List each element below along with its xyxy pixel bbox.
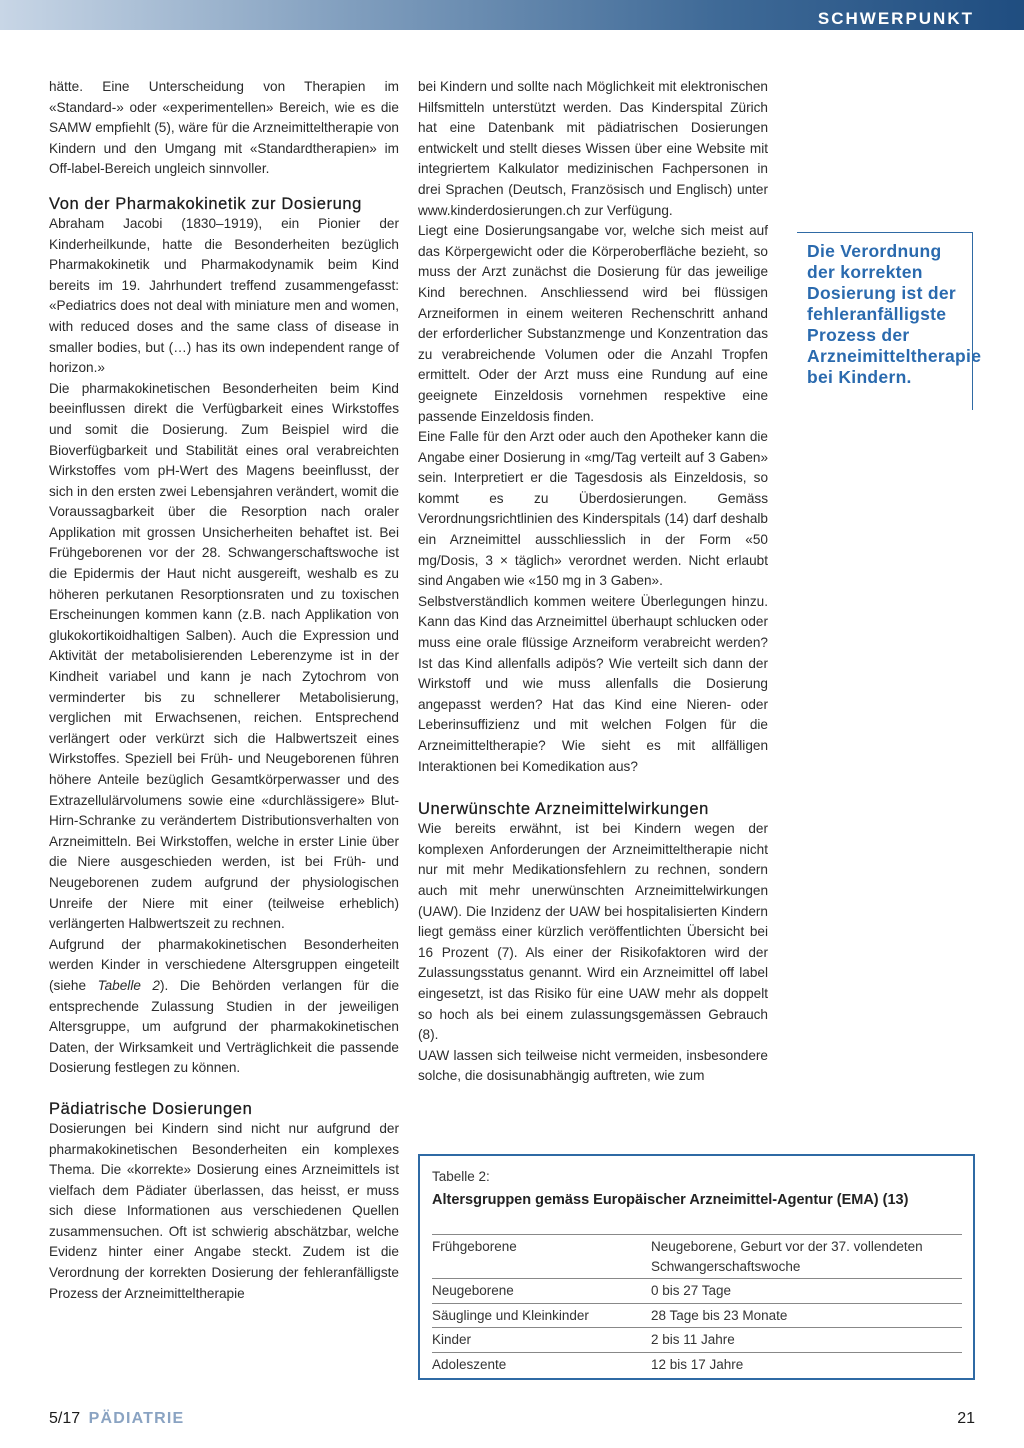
pull-quote-text: Die Verordnung der korrekten Dosierung ist der fehleranfälligste Prozess der Arzneimitteltherapie bei Kindern. — [807, 241, 982, 387]
section-label: SCHWERPUNKT — [817, 9, 974, 28]
paragraph: Wie bereits erwähnt, ist bei Kindern wegen der komplexen Anforderungen der Arzneimitteltherapie nicht nur mit mehr Medikationsfehlern zu rechnen, sondern auch mit mehr unerwünschten Arzneimittelwirkungen (UAW). Die Inzidenz der UAW bei hospitalisierten Kindern liegt gemäss einer kürzlich veröffentlichten Übersicht bei 16 Prozent (7). Als einer der Risikofaktoren wird der Zulassungsstatus genannt. Wird ein Arzneimittel off label eingesetzt, ist das Risiko für eine UAW mehr als doppelt so hoch als bei einem zulassungsgemässen Gebrauch (8). — [418, 821, 768, 1043]
paragraph: Die pharmakokinetischen Besonderheiten beim Kind beeinflussen direkt die Verfügbarkeit eines Wirkstoffes und somit die Dosierung. Zum Beispiel wird die Bioverfügbarkeit und Stabilität eines oral verabreichten Wirkstoffes vom pH-Wert des Magens beeinflusst, der sich in den ersten zwei Lebensjahren verändert, womit die Voraussagbarkeit über die Resorption nach oraler Applikation mit grossen Unsicherheiten behaftet ist. Bei Frühgeborenen vor der 28. Schwangerschaftswoche ist die Epidermis der Haut nicht ausgereift, weshalb es zu höheren perkutanen Resorptionsraten und zu toxischen Erscheinungen kommen kann (z.B. nach Applikation von glukokortikoidhaltigen Salben). Auch die Expression und Aktivität der metabolisierenden Leberenzyme ist in der Kindheit variabel und kann je nach Zytochrom von verminderter bis zu schnellerer Metabolisierung, verglichen mit Erwachsenen, reichen. Entsprechend verlängert oder verkürzt sich die Halbwertszeit eines Wirkstoffes. Speziell bei Früh- und Neugeborenen führen höhere Anteile bezüglich Gesamtkörperwasser und des Extrazellulärvolumens sowie eine «durchlässigere» Blut-Hirn-Schranke zu verändertem Distributionsverhalten von Arzneimitteln. Bei Wirkstoffen, welche in erster Linie über die Niere ausgeschieden werden, ist bei Früh- und Neugeborenen zudem aufgrund der physiologischen Unreife der Niere mit einer (teilweise erheblich) verlängerten Halbwertszeit zu rechnen. — [49, 380, 399, 932]
table-cell-age: 28 Tage bis 23 Monate — [651, 1303, 962, 1328]
paragraph: Dosierungen bei Kindern sind nicht nur aufgrund der pharmakokinetischen Besonderheiten ein komplexes Thema. Die «korrekte» Dosierung eines Arzneimittels ist vielfach dem Pädiater überlassen, das heisst, er muss sich diese Informationen aus verschiedenen Quellen zusammensuchen. Oft ist schwierig abschätzbar, welche Evidenz hinter einer Angabe steckt. Zudem ist die Verordnung der korrekten Dosierung der fehleranfälligste Prozess der Arzneimitteltherapie — [49, 1120, 399, 1301]
paragraph: Selbstverständlich kommen weitere Überlegungen hinzu. Kann das Kind das Arzneimittel überhaupt schlucken oder muss eine orale flüssige Arzneiform verabreicht werden? Ist das Kind allenfalls adipös? Wie verteilt sich dann der Wirkstoff und wie muss allenfalls die Dosierung angepasst werden? Hat das Kind eine Nieren- oder Leberinsuffizienz und mit welchen Folgen für die Arzneimitteltherapie? Wie sieht es mit allfälligen Interaktionen bei Komedikation aus? — [418, 593, 768, 774]
table-cell-group: Frühgeborene — [432, 1235, 651, 1279]
middle-column — [418, 77, 768, 1087]
table-cell-age: 0 bis 27 Tage — [651, 1279, 962, 1304]
table-cell-age: 2 bis 11 Jahre — [651, 1328, 962, 1353]
table-reference: Tabelle 2 — [97, 977, 160, 993]
page-number: 21 — [957, 1410, 975, 1427]
paragraph: UAW lassen sich teilweise nicht vermeiden, insbesondere solche, die dosisunabhängig auftreten, wie zum — [418, 1047, 768, 1084]
table-cell-age: 12 bis 17 Jahre — [651, 1356, 744, 1372]
footer-issue — [49, 1409, 184, 1429]
text: ). Die Behörden verlangen für die entsprechende Zulassung Studien in der jeweiligen Altersgruppe, um aufgrund der pharmakokinetischen Daten, der Wirksamkeit und Verträglichkeit die passende Dosierung festlegen zu können. — [49, 977, 399, 1076]
table-row — [432, 1279, 962, 1304]
paragraph — [49, 935, 399, 1079]
journal-name: PÄDIATRIE — [88, 1410, 185, 1427]
table-title: Altersgruppen gemäss Europäischer Arzneimittel-Agentur (EMA) (13) — [432, 1192, 909, 1208]
table-row — [432, 1303, 962, 1328]
table-cell-age: Neugeborene, Geburt vor der 37. vollendeten Schwangerschaftswoche — [651, 1235, 962, 1279]
header-bar — [0, 0, 1024, 30]
table-caption: Tabelle 2: — [432, 1169, 490, 1184]
table-cell-group: Säuglinge und Kleinkinder — [432, 1303, 651, 1328]
paragraph: Abraham Jacobi (1830–1919), ein Pionier der Kinderheilkunde, hatte die Besonderheiten bezüglich Pharmakokinetik und Pharmakodynamik beim Kind bereits im 19. Jahrhundert treffend zusammengefasst: «Pediatrics does not deal with miniature men and women, with reduced doses and the same class of disease in smaller bodies, but (…) has its own independent range of horizon.» — [49, 215, 399, 376]
table-row — [432, 1328, 962, 1353]
table-cell-group: Neugeborene — [432, 1279, 651, 1304]
table-row — [432, 1235, 962, 1279]
heading-pharmakokinetik: Von der Pharmakokinetik zur Dosierung — [49, 194, 362, 213]
table-cell-group: Kinder — [432, 1328, 651, 1353]
paragraph: bei Kindern und sollte nach Möglichkeit mit elektronischen Hilfsmitteln unterstützt werden. Das Kinderspital Zürich hat eine Datenbank mit pädiatrischen Dosierungen entwickelt und stellt dieses Wissen über eine Website mit integriertem Kalkulator medizinischen Fachpersonen in drei Sprachen (Deutsch, Französisch und Englisch) unter www.kinderdosierungen.ch zur Verfügung. — [418, 79, 768, 218]
table-row — [432, 1352, 962, 1376]
paragraph: Eine Falle für den Arzt oder auch den Apotheker kann die Angabe einer Dosierung in «mg/Tag verteilt auf 3 Gaben» sein. Interpretiert er die Tagesdosis als Einzeldosis, so kommt es zu Überdosierungen. Gemäss Verordnungsrichtlinien des Kinderspitals (14) darf deshalb ein Arzneimittel ausschliesslich in der Form «50 mg/Dosis, 3 × täglich» verordnet werden. Nicht erlaubt sind Angaben wie «150 mg in 3 Gaben». — [418, 429, 768, 589]
heading-uaw: Unerwünschte Arzneimittelwirkungen — [418, 800, 709, 819]
table-box — [418, 1154, 975, 1380]
age-groups-table — [432, 1234, 962, 1376]
paragraph: Liegt eine Dosierungsangabe vor, welche sich meist auf das Körpergewicht oder die Körperoberfläche bezieht, so muss der Arzt zunächst die Dosierung für das jeweilige Kind berechnen. Anschliessend wird bei flüssigen Arzneiformen in einem weiteren Rechenschritt anhand der erforderlicher Substanzmenge und Konzentration das zu verabreichende Volumen oder die Anzahl Tropfen ermittelt. Oder der Arzt muss eine Rundung auf eine geeignete Einzeldosis vornehmen respektive eine passende Einzeldosis finden. — [418, 223, 768, 424]
left-column — [49, 77, 399, 1304]
issue-number: 5/17 — [49, 1410, 81, 1427]
paragraph: hätte. Eine Unterscheidung von Therapien im «Standard-» oder «experimentellen» Bereich, wie es die SAMW empfiehlt (5), wäre für die Arzneimitteltherapie von Kindern und den Umgang mit «Standardtherapien» im Off-label-Bereich ungleich sinnvoller. — [49, 79, 399, 177]
heading-dosierungen: Pädiatrische Dosierungen — [49, 1099, 253, 1118]
table-cell-group: Adoleszente — [432, 1356, 507, 1372]
text: Aufgrund der pharmakokinetischen Besonderheiten werden Kinder in verschiedene Altersgruppen eingeteilt (siehe — [49, 936, 399, 993]
pull-quote — [797, 232, 982, 410]
